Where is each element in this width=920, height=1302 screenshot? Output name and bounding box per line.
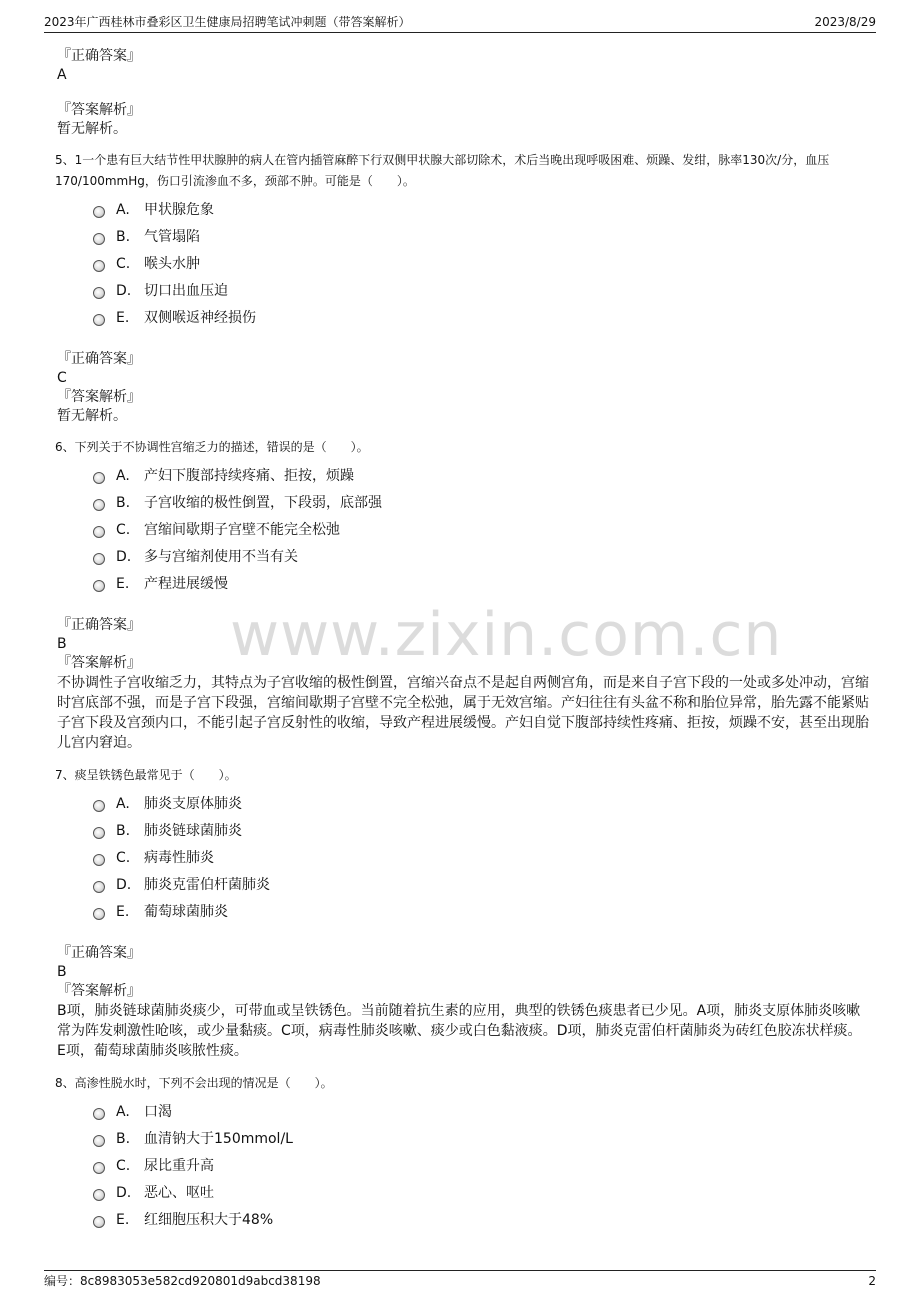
option-e[interactable] [93,1206,870,1233]
radio-icon[interactable] [93,526,105,538]
option-text: 肺炎克雷伯杆菌肺炎 [144,876,270,893]
option-letter: B. [116,494,131,511]
question-5 [55,150,870,425]
radio-icon[interactable] [93,1216,105,1228]
option-c[interactable] [93,250,870,277]
option-c[interactable] [93,516,870,543]
option-text: 肺炎支原体肺炎 [144,795,242,812]
option-letter: B. [116,822,131,839]
answer-label: 『正确答案』 [57,945,141,961]
explanation-label: 『答案解析』 [57,389,141,405]
options-list [93,1098,870,1233]
answer-value: B [57,636,67,652]
answer-block [55,46,870,138]
option-text: 子宫收缩的极性倒置，下段弱，底部强 [144,494,382,511]
option-letter: D. [116,1184,132,1201]
option-letter: B. [116,228,131,245]
option-text: 血清钠大于150mmol/L [144,1130,293,1147]
page-content [55,46,870,1233]
answer-label: 『正确答案』 [57,617,141,633]
option-text: 宫缩间歇期子宫壁不能完全松弛 [144,521,340,538]
radio-icon[interactable] [93,800,105,812]
option-text: 双侧喉返神经损伤 [144,309,256,326]
question-6 [55,437,870,753]
option-b[interactable] [93,817,870,844]
option-d[interactable] [93,277,870,304]
option-a[interactable] [93,790,870,817]
option-a[interactable] [93,462,870,489]
answer-label: 『正确答案』 [57,48,141,64]
option-letter: C. [116,849,131,866]
question-text: 5、1一个患有巨大结节性甲状腺肿的病人在管内插管麻醉下行双侧甲状腺大部切除术，术后当晚出现呼吸困难、烦躁、发绀，脉率130次/分，血压170/100mmHg，伤口引流渗血不多，颈部不肿。可能是（ ）。 [55,153,830,188]
option-letter: C. [116,255,131,272]
radio-icon[interactable] [93,233,105,245]
radio-icon[interactable] [93,908,105,920]
option-letter: E. [116,903,130,920]
radio-icon[interactable] [93,827,105,839]
option-letter: E. [116,309,130,326]
page-header [44,12,876,33]
option-letter: D. [116,876,132,893]
explanation-text: B项，肺炎链球菌肺炎痰少，可带血或呈铁锈色。当前随着抗生素的应用，典型的铁锈色痰患者已少见。A项，肺炎支原体肺炎咳嗽常为阵发刺激性呛咳，或少量黏痰。C项，病毒性肺炎咳嗽、痰少或白色黏液痰。D项，肺炎克雷伯杆菌肺炎为砖红色胶冻状样痰。E项，葡萄球菌肺炎咳脓性痰。 [57,1003,862,1059]
option-text: 葡萄球菌肺炎 [144,903,228,920]
option-text: 尿比重升高 [144,1157,214,1174]
option-letter: E. [116,1211,130,1228]
option-text: 病毒性肺炎 [144,849,214,866]
option-letter: A. [116,795,130,812]
explanation-label: 『答案解析』 [57,655,141,671]
option-e[interactable] [93,570,870,597]
radio-icon[interactable] [93,1162,105,1174]
question-text: 8、高渗性脱水时，下列不会出现的情况是（ ）。 [55,1076,333,1090]
option-letter: A. [116,467,130,484]
answer-value: B [57,964,67,980]
option-d[interactable] [93,543,870,570]
radio-icon[interactable] [93,580,105,592]
question-8 [55,1073,870,1233]
page-footer [44,1270,876,1291]
option-text: 甲状腺危象 [144,201,214,218]
option-a[interactable] [93,196,870,223]
option-c[interactable] [93,844,870,871]
option-letter: C. [116,521,131,538]
explanation-label: 『答案解析』 [57,102,141,118]
question-text: 7、痰呈铁锈色最常见于（ ）。 [55,768,237,782]
option-d[interactable] [93,871,870,898]
answer-value: C [57,370,67,386]
radio-icon[interactable] [93,553,105,565]
document-date: 2023/8/29 [814,15,876,29]
radio-icon[interactable] [93,314,105,326]
option-text: 红细胞压积大于48% [144,1211,274,1228]
option-letter: D. [116,282,132,299]
answer-value: A [57,67,67,83]
option-a[interactable] [93,1098,870,1125]
option-d[interactable] [93,1179,870,1206]
option-b[interactable] [93,223,870,250]
radio-icon[interactable] [93,881,105,893]
explanation-text: 暂无解析。 [57,408,127,424]
option-letter: D. [116,548,132,565]
option-text: 切口出血压迫 [144,282,228,299]
option-text: 产妇下腹部持续疼痛、拒按，烦躁 [144,467,354,484]
page-number: 2 [868,1274,876,1288]
option-c[interactable] [93,1152,870,1179]
option-text: 肺炎链球菌肺炎 [144,822,242,839]
option-text: 产程进展缓慢 [144,575,228,592]
options-list [93,196,870,331]
option-b[interactable] [93,489,870,516]
option-text: 气管塌陷 [144,228,200,245]
document-title: 2023年广西桂林市叠彩区卫生健康局招聘笔试冲刺题（带答案解析） [44,15,411,29]
options-list [93,790,870,925]
option-text: 多与宫缩剂使用不当有关 [144,548,298,565]
option-b[interactable] [93,1125,870,1152]
radio-icon[interactable] [93,499,105,511]
option-text: 喉头水肿 [144,255,200,272]
answer-label: 『正确答案』 [57,351,141,367]
radio-icon[interactable] [93,260,105,272]
radio-icon[interactable] [93,472,105,484]
option-letter: E. [116,575,130,592]
radio-icon[interactable] [93,854,105,866]
document-code: 编号：8c8983053e582cd920801d9abcd38198 [44,1274,321,1288]
question-text: 6、下列关于不协调性宫缩乏力的描述，错误的是（ ）。 [55,440,369,454]
radio-icon[interactable] [93,1189,105,1201]
radio-icon[interactable] [93,287,105,299]
option-letter: A. [116,201,130,218]
options-list [93,462,870,597]
watermark: www.zixin.com.cn [230,600,783,670]
option-letter: A. [116,1103,130,1120]
option-e[interactable] [93,304,870,331]
radio-icon[interactable] [93,1108,105,1120]
explanation-text: 暂无解析。 [57,121,127,137]
option-letter: B. [116,1130,131,1147]
option-text: 恶心、呕吐 [144,1184,214,1201]
option-e[interactable] [93,898,870,925]
option-text: 口渴 [144,1103,172,1120]
question-7 [55,765,870,1061]
radio-icon[interactable] [93,1135,105,1147]
option-letter: C. [116,1157,131,1174]
explanation-text: 不协调性子宫收缩乏力，其特点为子宫收缩的极性倒置，宫缩兴奋点不是起自两侧宫角，而是来自子宫下段的一处或多处冲动，宫缩时宫底部不强，而是子宫下段强，宫缩间歇期子宫壁不完全松弛，属于无效宫缩。产妇往往有头盆不称和胎位异常，胎先露不能紧贴子宫下段及宫颈内口，不能引起子宫反射性的收缩，导致产程进展缓慢。产妇自觉下腹部持续性疼痛、拒按，烦躁不安，甚至出现胎儿宫内窘迫。 [57,675,869,751]
explanation-label: 『答案解析』 [57,983,141,999]
radio-icon[interactable] [93,206,105,218]
